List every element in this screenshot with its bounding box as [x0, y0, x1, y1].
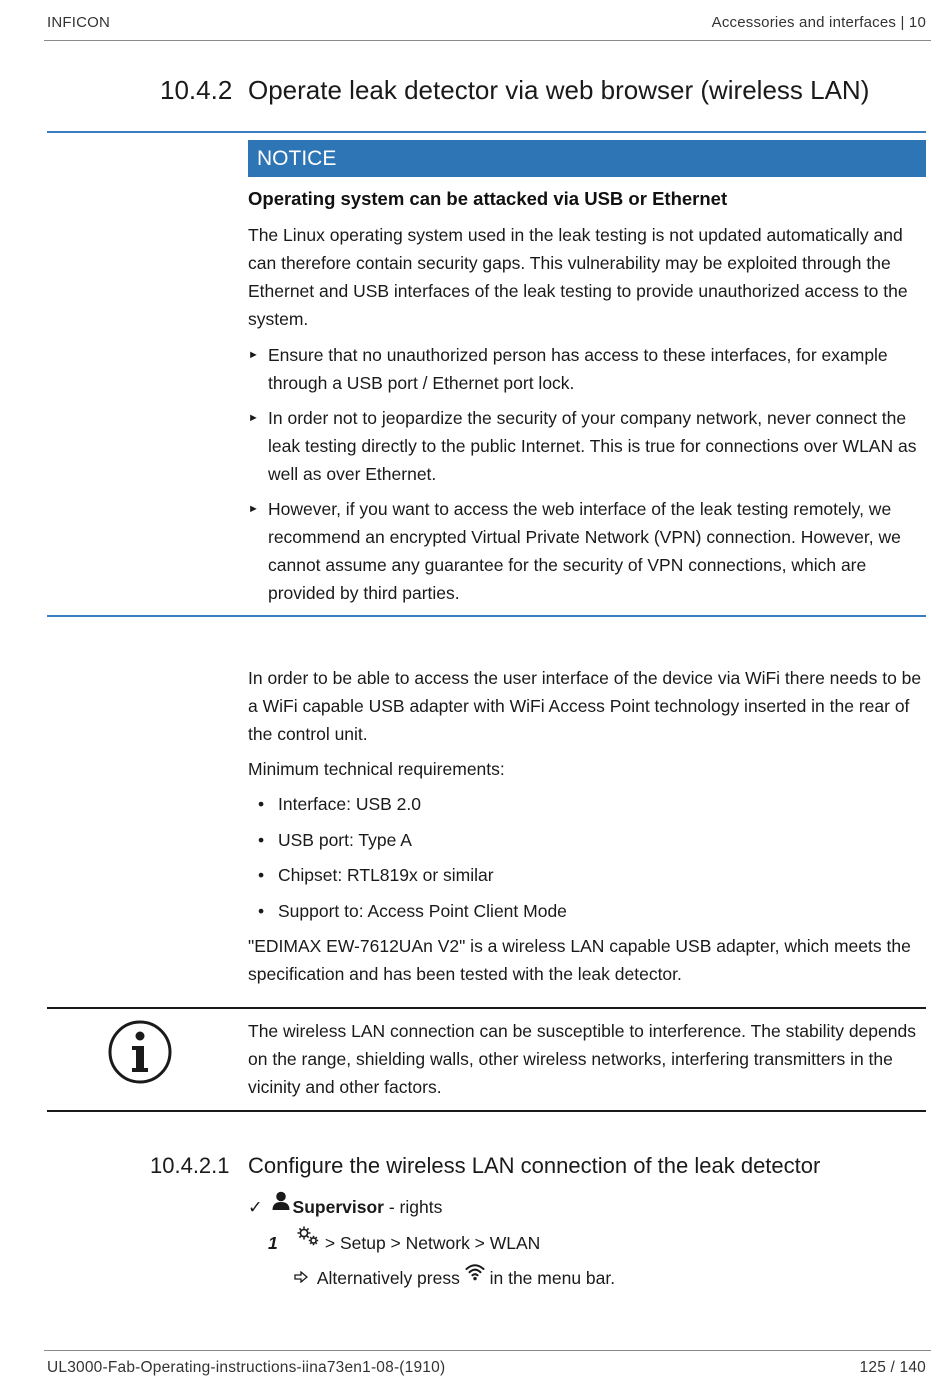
footer-page-number: 125 / 140: [859, 1359, 926, 1376]
arrow-bullet-icon: ►: [248, 412, 259, 424]
footer-left: UL3000-Fab-Operating-instructions-iina73en1-08-(1910): [47, 1359, 446, 1376]
header-rule: [44, 40, 931, 41]
footer-rule: [44, 1350, 931, 1351]
requirement-text: USB port: Type A: [278, 830, 412, 850]
requirement-item: [258, 790, 421, 818]
role-label: Supervisor: [292, 1197, 384, 1217]
notice-item: [248, 341, 928, 397]
header-left: INFICON: [47, 14, 111, 31]
wifi-icon: [465, 1261, 485, 1289]
requirements-label: Minimum technical requirements:: [248, 759, 505, 779]
section-number: 10.4.2: [160, 75, 233, 105]
bullet-dot: •: [258, 794, 265, 814]
requirement-text: Chipset: RTL819x or similar: [278, 865, 494, 885]
menu-path: > Setup > Network > WLAN: [324, 1233, 541, 1253]
subsection-number: 10.4.2.1: [150, 1153, 230, 1178]
gears-icon: [296, 1225, 320, 1255]
info-top-rule: [47, 1007, 926, 1009]
user-icon: [272, 1191, 290, 1219]
notice-body: The Linux operating system used in the leak testing is not updated automatically and can therefore contain security gaps. This vulnerability may be exploited through the Ethernet and USB interfaces of the leak testing to provide unauthorized access to the system.: [248, 225, 908, 329]
bullet-dot: •: [258, 901, 265, 921]
notice-item-text: Ensure that no unauthorized person has access to these interfaces, for example through a USB port / Ethernet port lock.: [268, 345, 888, 393]
requirement-item: [258, 897, 567, 925]
info-icon: [107, 1019, 173, 1085]
check-mark: ✓: [248, 1197, 263, 1217]
notice-label: NOTICE: [248, 140, 926, 177]
role-suffix: - rights: [383, 1197, 443, 1217]
requirement-item: [258, 861, 494, 889]
bullet-dot: •: [258, 830, 265, 850]
requirement-text: Interface: USB 2.0: [278, 794, 421, 814]
notice-item: [248, 495, 928, 607]
info-bottom-rule: [47, 1110, 926, 1112]
bullet-dot: •: [258, 865, 265, 885]
prerequisite: [248, 1193, 442, 1221]
arrow-bullet-icon: ►: [248, 349, 259, 361]
notice-bottom-rule: [47, 615, 926, 617]
step-number: 1: [268, 1233, 278, 1253]
section-title: Operate leak detector via web browser (wireless LAN): [248, 75, 870, 105]
step-instruction: [296, 1229, 540, 1257]
subsection-title: Configure the wireless LAN connection of the leak detector: [248, 1153, 821, 1178]
result-arrow-icon: [294, 1263, 308, 1291]
arrow-bullet-icon: ►: [248, 503, 259, 515]
result-suffix: in the menu bar.: [489, 1268, 616, 1288]
result-prefix: Alternatively press: [316, 1268, 460, 1288]
intro-paragraph: In order to be able to access the user interface of the device via WiFi there needs to be a WiFi capable USB adapter with WiFi Access Point technology inserted in the rear of the control unit.: [248, 668, 922, 744]
notice-item-text: However, if you want to access the web interface of the leak testing remotely, we recommend an encrypted Virtual Private Network (VPN) connection. However, we cannot assume any guarantee for the security of VPN connections, which are provided by third parties.: [268, 499, 901, 603]
notice-item: [248, 404, 928, 488]
step-result: [294, 1264, 615, 1292]
notice-item-text: In order not to jeopardize the security of your company network, never connect the leak testing directly to the public Internet. This is true for connections over WLAN as well as over Ethernet.: [268, 408, 917, 484]
requirement-item: [258, 826, 412, 854]
requirement-text: Support to: Access Point Client Mode: [278, 901, 567, 921]
info-text: The wireless LAN connection can be susceptible to interference. The stability depends on the range, shielding walls, other wireless networks, interfering transmitters in the vicinity and other factors.: [248, 1021, 916, 1097]
header-right: Accessories and interfaces | 10: [711, 14, 926, 31]
notice-top-rule: [47, 131, 926, 133]
notice-heading: Operating system can be attacked via USB or Ethernet: [248, 188, 728, 209]
edimax-paragraph: "EDIMAX EW-7612UAn V2" is a wireless LAN capable USB adapter, which meets the specification and has been tested with the leak detector.: [248, 936, 911, 984]
